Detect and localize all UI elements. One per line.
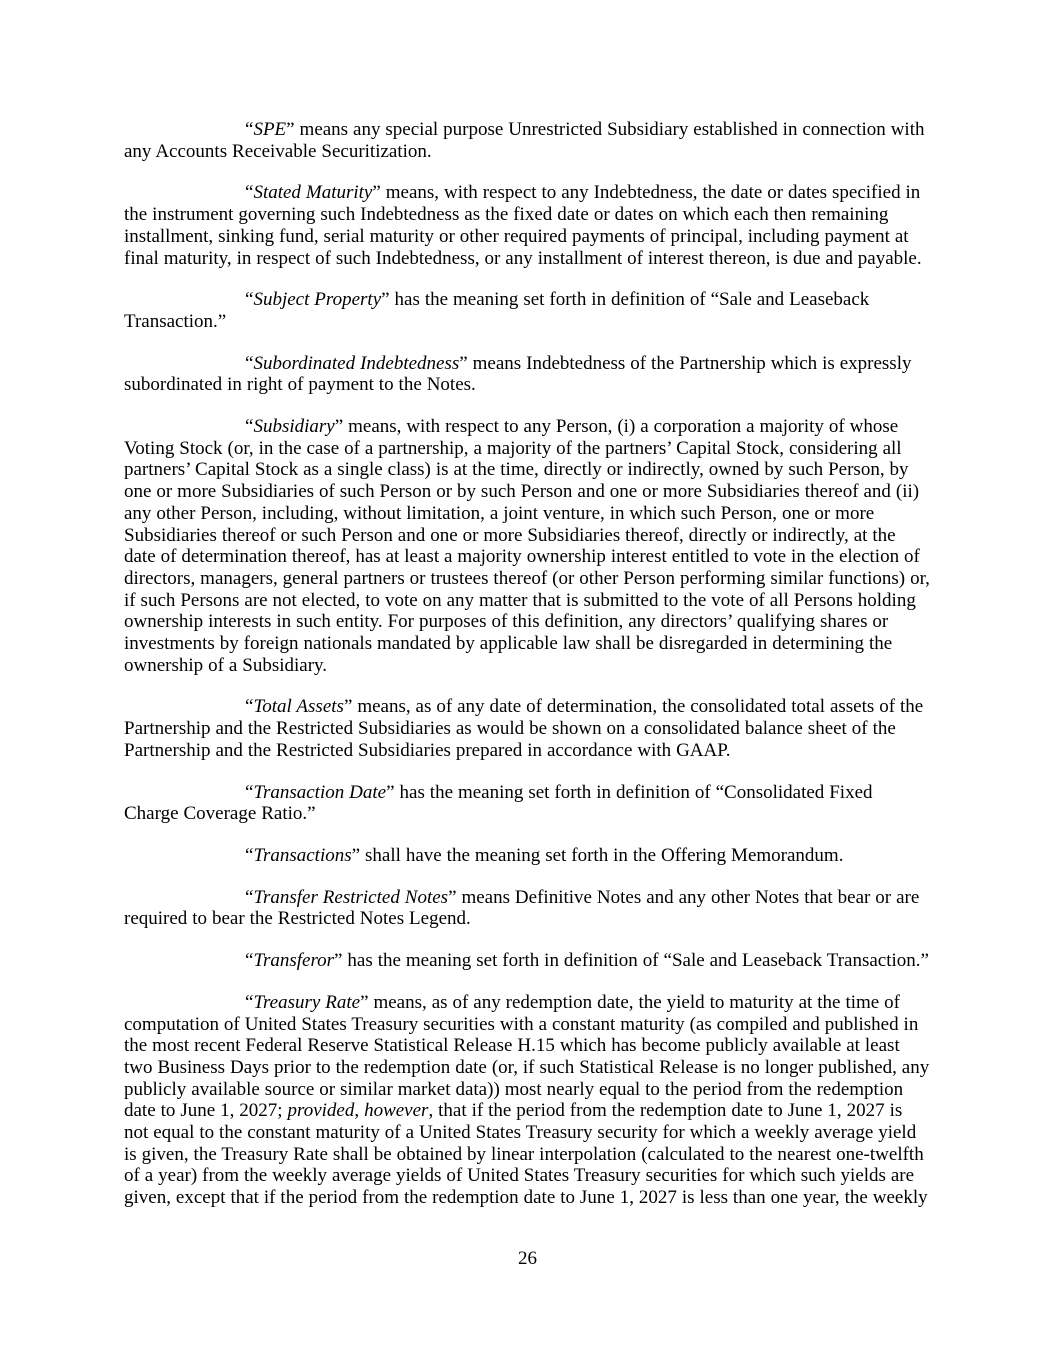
paragraph-text: “ xyxy=(245,886,254,908)
paragraph-text: ” has the meaning set forth in definition of “Consolidated Fixed Charge Coverage Ratio.” xyxy=(124,781,873,825)
paragraph-text: “ xyxy=(245,781,254,803)
paragraph-text: ” means, as of any redemption date, the yield to maturity at the time of computation of United States Treasury securities with a constant maturity (as compiled and published in the most recent Federal Reserve Statistical Release H.15 which has become publicly available at least two Business Days prior to the redemption date (or, if such Statistical Release is no longer published, any publicly available source or similar market data)) most nearly equal to the period from the redemption date to June 1, 2027; xyxy=(124,991,930,1122)
paragraph-text: ” shall have the meaning set forth in the Offering Memorandum. xyxy=(351,844,844,866)
paragraph xyxy=(124,696,930,761)
defined-term: Treasury Rate xyxy=(253,991,361,1013)
paragraph-text: “ xyxy=(245,352,254,374)
defined-term: Transferor xyxy=(253,950,335,972)
paragraph xyxy=(124,289,930,332)
paragraph-text: , that if the period from the redemption date to June 1, 2027 is not equal to the constant maturity of a United States Treasury security for which a weekly average yield is given, the Treasury Rate shall be obtained by linear interpolation (calculated to the nearest one-twelfth of a year) from the weekly average yields of United States Treasury securities for which such yields are given, except that if the period from the redemption date to June 1, 2027 is less than one year, the weekly xyxy=(124,1100,928,1209)
paragraph-text: ” has the meaning set forth in definition of “Sale and Leaseback Transaction.” xyxy=(124,289,870,332)
paragraph xyxy=(124,950,930,972)
defined-term: however xyxy=(364,1100,429,1122)
paragraph-text: , xyxy=(354,1100,365,1122)
paragraph xyxy=(124,992,930,1209)
paragraph-text: “ xyxy=(245,416,254,438)
paragraph-text: “ xyxy=(245,289,254,311)
defined-term: Total Assets xyxy=(253,696,344,718)
paragraph-text: “ xyxy=(245,696,254,718)
paragraph-text: ” has the meaning set forth in definition of “Sale and Leaseback Transaction.” xyxy=(334,950,929,972)
defined-term: Transaction Date xyxy=(253,781,387,803)
paragraph xyxy=(124,182,930,269)
paragraph-text: “ xyxy=(245,991,254,1013)
paragraph xyxy=(124,845,930,867)
paragraph-text: ” means, with respect to any Indebtedness, the date or dates specified in the instrument governing such Indebtedness as the fixed date or dates on which each then remaining installment, sinking fund, serial maturity or other required payments of principal, including payment at final maturity, in respect of such Indebtedness, or any installment of interest thereon, is due and payable. xyxy=(124,182,922,269)
paragraph-text: ” means, as of any date of determination, the consolidated total assets of the Partnership and the Restricted Subsidiaries as would be shown on a consolidated balance sheet of the Partnership and the Restricted Subsidiaries prepared in accordance with GAAP. xyxy=(124,696,924,761)
paragraph-text: “ xyxy=(245,182,254,204)
defined-term: Subject Property xyxy=(253,289,382,311)
paragraph-text: “ xyxy=(245,119,254,140)
defined-term: Transfer Restricted Notes xyxy=(253,886,449,908)
paragraph xyxy=(124,353,930,396)
paragraph-text: “ xyxy=(245,844,254,866)
defined-term: SPE xyxy=(253,119,287,140)
document-body xyxy=(124,119,930,1209)
page-number: 26 xyxy=(518,1248,537,1269)
paragraph xyxy=(124,887,930,930)
paragraph-text: ” means Indebtedness of the Partnership which is expressly subordinated in right of payment to the Notes. xyxy=(124,352,912,396)
paragraph xyxy=(124,416,930,676)
paragraph xyxy=(124,119,930,162)
defined-term: Transactions xyxy=(253,844,352,866)
paragraph-text: “ xyxy=(245,950,254,972)
defined-term: provided xyxy=(287,1100,355,1122)
paragraph-text: ” means any special purpose Unrestricted Subsidiary established in connection with any Accounts Receivable Securitization. xyxy=(124,119,925,162)
defined-term: Stated Maturity xyxy=(253,182,373,204)
defined-term: Subsidiary xyxy=(253,416,335,438)
defined-term: Subordinated Indebtedness xyxy=(253,352,460,374)
paragraph-text: ” means Definitive Notes and any other Notes that bear or are required to bear the Restricted Notes Legend. xyxy=(124,886,920,930)
paragraph-text: ” means, with respect to any Person, (i) a corporation a majority of whose Voting Stock (or, in the case of a partnership, a majority of the partners’ Capital Stock, considering all partners’ Capital Stock as a single class) is at the time, directly or indirectly, owned by such Person, by one or more Subsidiaries of such Person or by such Person and one or more Subsidiaries thereof and (ii) any other Person, including, without limitation, a joint venture, in which such Person, one or more Subsidiaries thereof or such Person and one or more Subsidiaries thereof, directly or indirectly, at the date of determination thereof, has at least a majority ownership interest entitled to vote in the election of directors, managers, general partners or trustees thereof (or other Person performing similar functions) or, if such Persons are not elected, to vote on any matter that is submitted to the vote of all Persons holding ownership interests in such entity. For purposes of this definition, any directors’ qualifying shares or investments by foreign nationals mandated by applicable law shall be disregarded in determining the ownership of a Subsidiary. xyxy=(124,416,930,676)
paragraph xyxy=(124,782,930,825)
